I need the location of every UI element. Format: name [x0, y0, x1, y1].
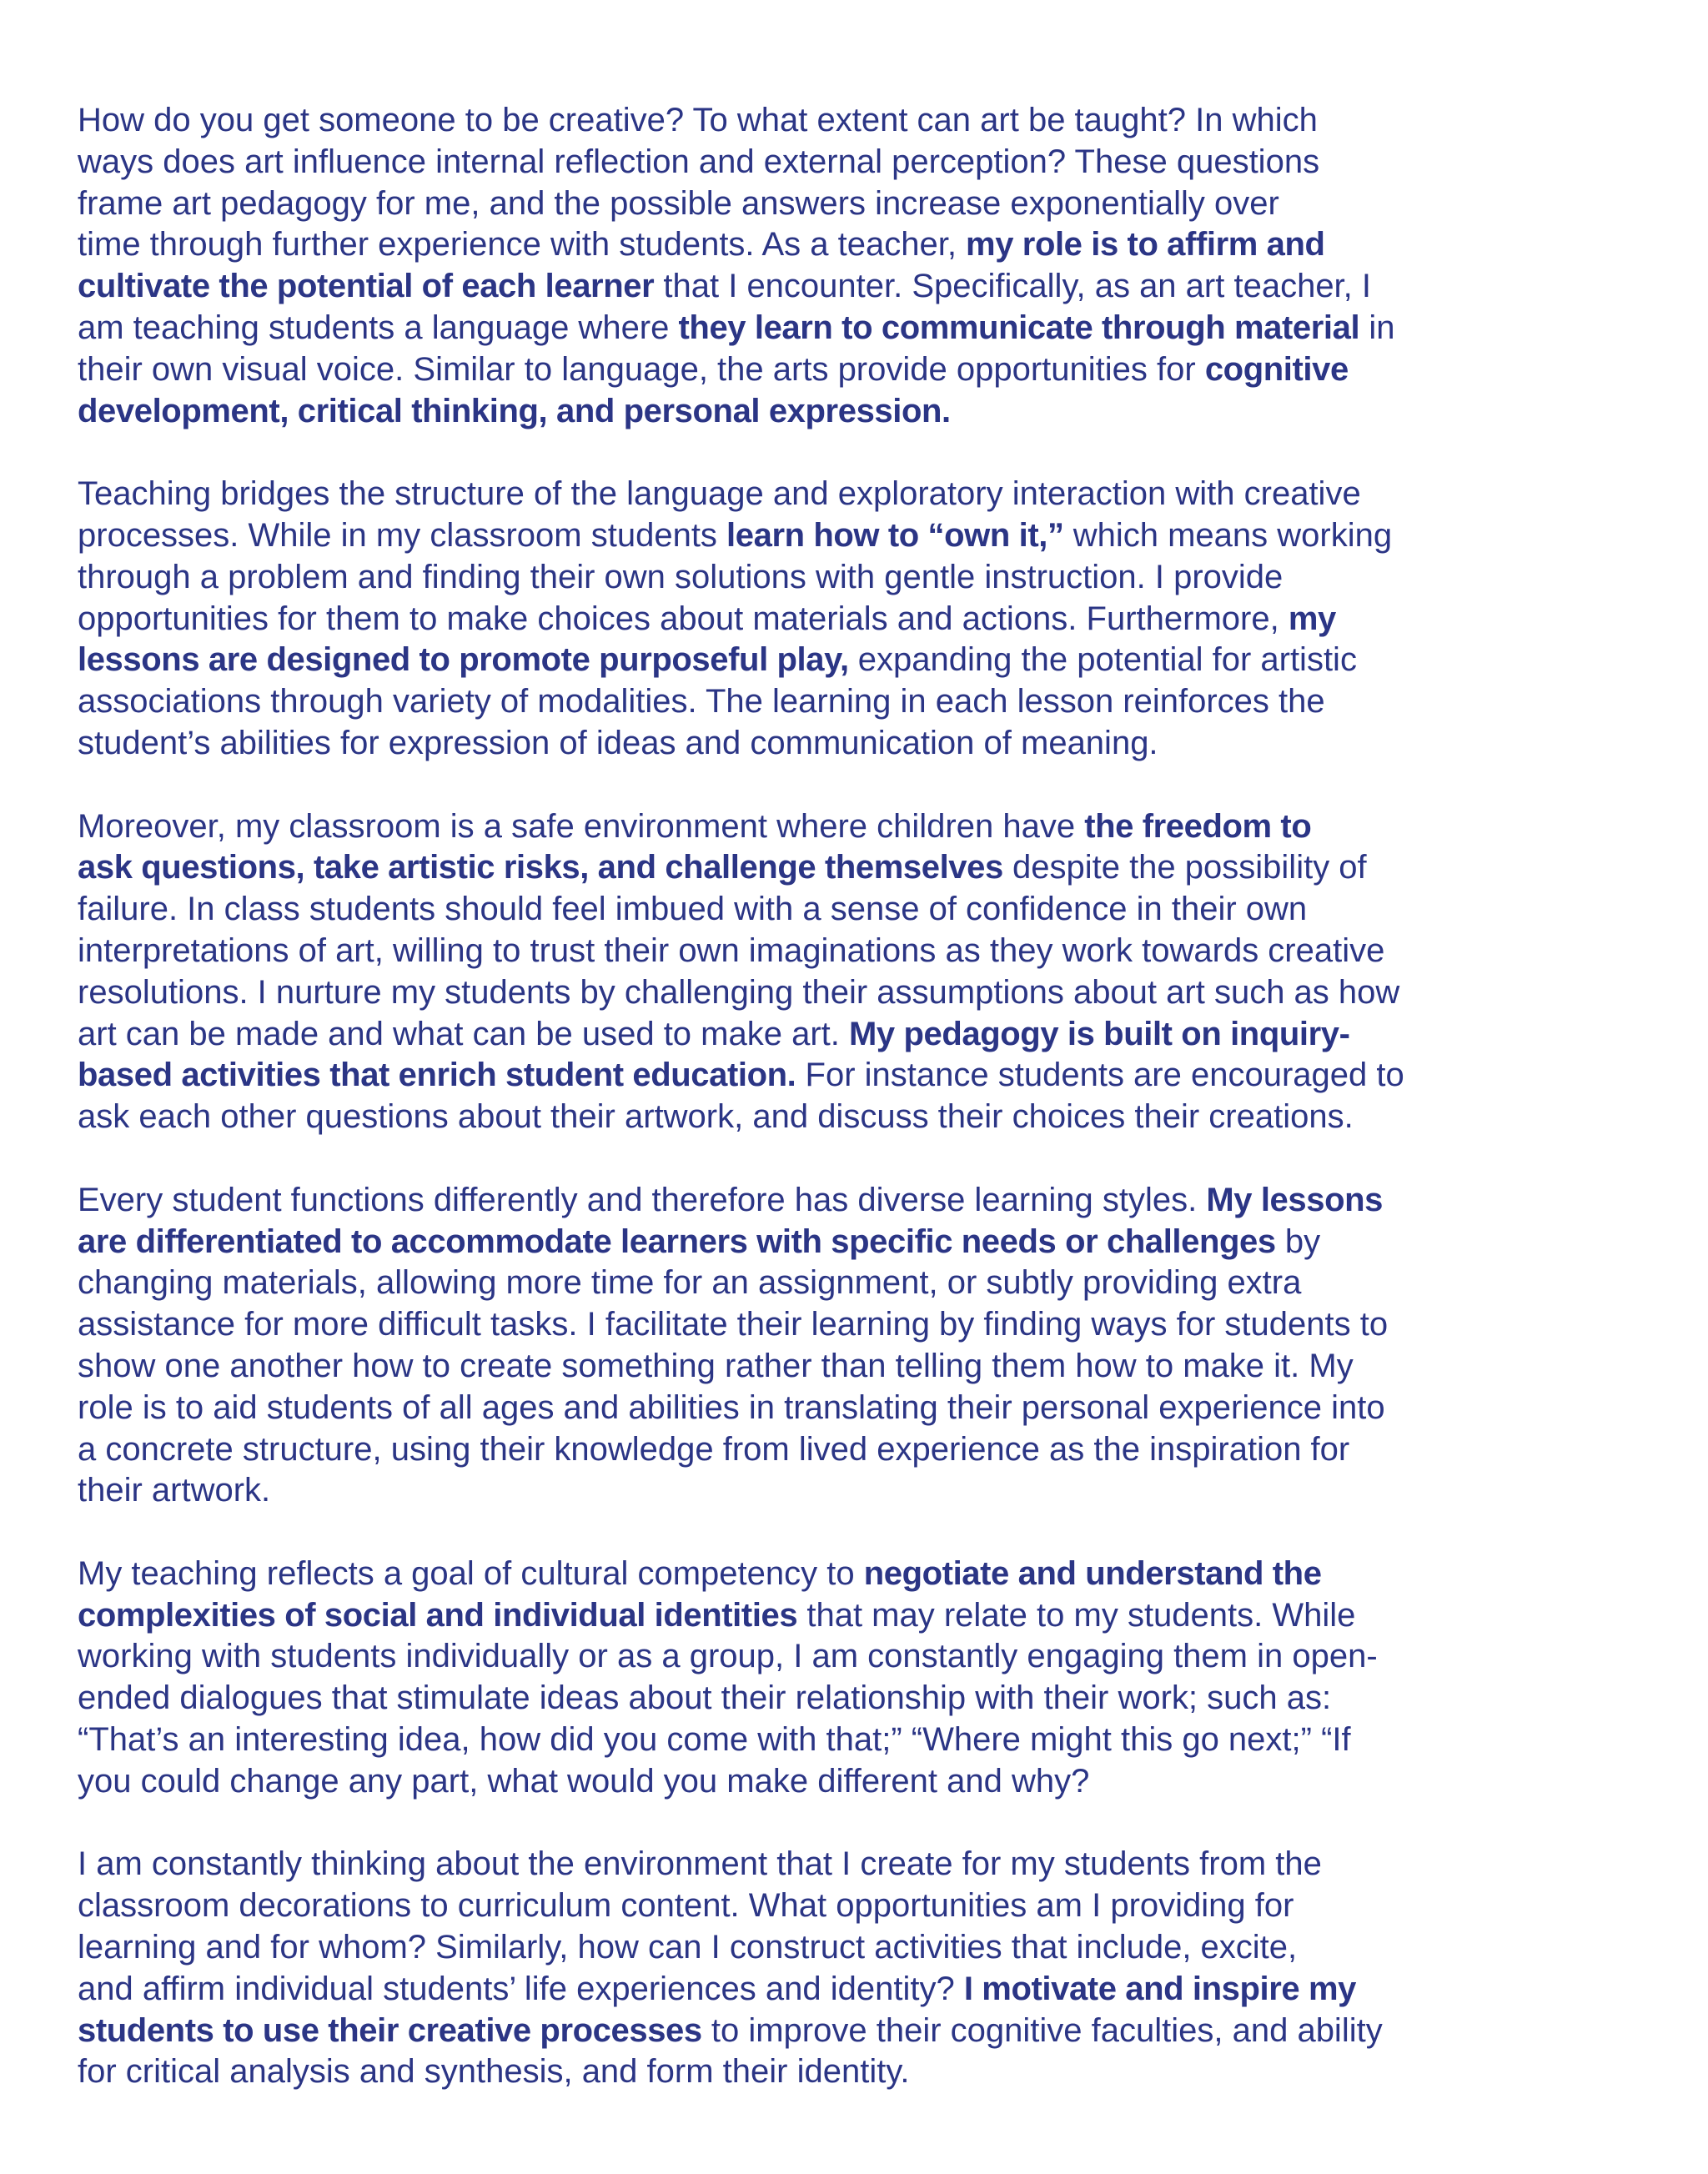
- emphasis-text: based activities that enrich student education.: [78, 1057, 796, 1094]
- text-line: [78, 1388, 1662, 1429]
- emphasis-text: are differentiated to accommodate learners with specific needs or challenges: [78, 1223, 1276, 1260]
- body-text: How do you get someone to be creative? To what extent can art be taught? In which: [78, 102, 1318, 138]
- emphasis-text: my role is to affirm and: [966, 226, 1325, 264]
- body-text: My teaching reflects a goal of cultural competency to: [78, 1554, 864, 1592]
- emphasis-text: development, critical thinking, and personal expression.: [78, 392, 951, 429]
- body-text: that I encounter. Specifically, as an art teacher, I: [654, 268, 1372, 305]
- body-text: art can be made and what can be used to make art.: [78, 1015, 849, 1052]
- body-text: despite the possibility of: [1002, 849, 1367, 886]
- body-text: opportunities for them to make choices about materials and actions. Furthermore,: [78, 600, 1289, 637]
- paragraph-gap: [78, 432, 1662, 474]
- text-line: [78, 1429, 1662, 1471]
- body-text: ways does art influence internal reflection and external perception? These questions: [78, 143, 1320, 180]
- text-line: [78, 1844, 1662, 1885]
- text-line: [78, 142, 1662, 183]
- text-line: [78, 2051, 1662, 2093]
- body-text: failure. In class students should feel imbued with a sense of confidence in their own: [78, 891, 1308, 928]
- text-line: [78, 515, 1662, 557]
- text-line: [78, 2011, 1662, 2052]
- text-line: [78, 681, 1662, 723]
- body-text: time through further experience with students. As a teacher,: [78, 226, 967, 264]
- text-line: [78, 349, 1662, 391]
- text-line: [78, 723, 1662, 765]
- paragraph-gap: [78, 1138, 1662, 1180]
- emphasis-text: the freedom to: [1084, 807, 1312, 845]
- text-line: [78, 474, 1662, 515]
- emphasis-text: lessons are designed to promote purposeful play,: [78, 641, 849, 679]
- text-line: [78, 1470, 1662, 1512]
- text-line: [78, 599, 1662, 640]
- body-text: their own visual voice. Similar to language, the arts provide opportunities for: [78, 350, 1205, 388]
- body-text: Moreover, my classroom is a safe environment where children have: [78, 807, 1085, 845]
- body-text: which means working: [1063, 516, 1393, 554]
- text-line: [78, 1222, 1662, 1263]
- body-text: Every student functions differently and therefore has diverse learning styles.: [78, 1181, 1207, 1218]
- emphasis-text: complexities of social and individual identities: [78, 1596, 798, 1634]
- text-line: [78, 1346, 1662, 1388]
- body-text: in: [1359, 309, 1395, 346]
- text-line: [78, 1636, 1662, 1678]
- body-text: that may relate to my students. While: [797, 1596, 1356, 1634]
- body-text: their artwork.: [78, 1472, 271, 1509]
- text-line: [78, 1554, 1662, 1595]
- text-line: [78, 1720, 1662, 1761]
- body-text: interpretations of art, willing to trust their own imaginations as they work towards creative: [78, 931, 1385, 969]
- body-text: student’s abilities for expression of ideas and communication of meaning.: [78, 724, 1158, 761]
- text-line: [78, 1304, 1662, 1346]
- emphasis-text: my: [1288, 600, 1336, 637]
- emphasis-text: cognitive: [1204, 350, 1349, 388]
- text-line: [78, 1055, 1662, 1097]
- body-text: ended dialogues that stimulate ideas about their relationship with their work; such as:: [78, 1679, 1332, 1717]
- text-line: [78, 640, 1662, 681]
- text-line: [78, 972, 1662, 1014]
- text-line: [78, 847, 1662, 889]
- text-line: [78, 1180, 1662, 1222]
- body-text: Teaching bridges the structure of the language and exploratory interaction with creative: [78, 475, 1361, 513]
- emphasis-text: learn how to “own it,”: [726, 516, 1064, 554]
- body-text: For instance students are encouraged to: [796, 1057, 1404, 1094]
- body-text: to improve their cognitive faculties, and ability: [701, 2011, 1383, 2049]
- emphasis-text: students to use their creative processes: [78, 2011, 702, 2049]
- body-text: ask each other questions about their artwork, and discuss their choices their creations.: [78, 1098, 1354, 1136]
- body-text: expanding the potential for artistic: [848, 641, 1357, 679]
- paragraph-gap: [78, 765, 1662, 806]
- body-text: show one another how to create something rather than telling them how to make it. My: [78, 1347, 1354, 1384]
- text-line: [78, 889, 1662, 931]
- body-text: changing materials, allowing more time for an assignment, or subtly providing extra: [78, 1264, 1302, 1302]
- emphasis-text: My pedagogy is built on inquiry-: [849, 1015, 1350, 1052]
- text-line: [78, 1885, 1662, 1927]
- text-line: [78, 1927, 1662, 1969]
- body-text: “That’s an interesting idea, how did you come with that;” “Where might this go next;” “If: [78, 1721, 1351, 1759]
- text-line: [78, 224, 1662, 266]
- body-text: working with students individually or as a group, I am constantly engaging them in open-: [78, 1638, 1378, 1675]
- body-text: learning and for whom? Similarly, how can I construct activities that include, excite,: [78, 1929, 1298, 1966]
- emphasis-text: negotiate and understand the: [863, 1554, 1322, 1592]
- body-text: associations through variety of modalities. The learning in each lesson reinforces the: [78, 683, 1325, 720]
- body-text: resolutions. I nurture my students by challenging their assumptions about art such as how: [78, 973, 1400, 1011]
- body-text: assistance for more difficult tasks. I facilitate their learning by finding ways for students to: [78, 1306, 1389, 1343]
- text-line: [78, 183, 1662, 225]
- body-text: am teaching students a language where: [78, 309, 679, 346]
- text-line: [78, 266, 1662, 308]
- body-text: by: [1275, 1223, 1321, 1260]
- text-line: [78, 1678, 1662, 1720]
- paragraph-gap: [78, 1512, 1662, 1554]
- body-text: a concrete structure, using their knowledge from lived experience as the inspiration for: [78, 1430, 1350, 1468]
- body-text: for critical analysis and synthesis, and form their identity.: [78, 2053, 910, 2091]
- text-line: [78, 1097, 1662, 1138]
- emphasis-text: My lessons: [1206, 1181, 1383, 1218]
- emphasis-text: I motivate and inspire my: [963, 1970, 1356, 2007]
- text-line: [78, 1761, 1662, 1803]
- text-line: [78, 1595, 1662, 1637]
- text-line: [78, 100, 1662, 142]
- paragraph-gap: [78, 1803, 1662, 1845]
- text-line: [78, 931, 1662, 972]
- body-text: through a problem and finding their own solutions with gentle instruction. I provide: [78, 558, 1284, 595]
- text-line: [78, 557, 1662, 599]
- text-line: [78, 806, 1662, 848]
- emphasis-text: they learn to communicate through material: [678, 309, 1360, 346]
- text-line: [78, 308, 1662, 349]
- text-line: [78, 1263, 1662, 1304]
- body-text: classroom decorations to curriculum content. What opportunities am I providing for: [78, 1887, 1294, 1925]
- body-text: I am constantly thinking about the environment that I create for my students from the: [78, 1845, 1322, 1883]
- body-text: and affirm individual students’ life experiences and identity?: [78, 1970, 964, 2007]
- body-text: role is to aid students of all ages and abilities in translating their personal experience into: [78, 1388, 1385, 1426]
- body-text: frame art pedagogy for me, and the possible answers increase exponentially over: [78, 184, 1279, 222]
- emphasis-text: cultivate the potential of each learner: [78, 268, 655, 305]
- body-text: you could change any part, what would you make different and why?: [78, 1762, 1090, 1800]
- body-text: processes. While in my classroom students: [78, 516, 727, 554]
- teaching-statement: [78, 100, 1662, 2093]
- text-line: [78, 1014, 1662, 1056]
- emphasis-text: ask questions, take artistic risks, and challenge themselves: [78, 849, 1003, 886]
- text-line: [78, 1969, 1662, 2011]
- text-line: [78, 391, 1662, 433]
